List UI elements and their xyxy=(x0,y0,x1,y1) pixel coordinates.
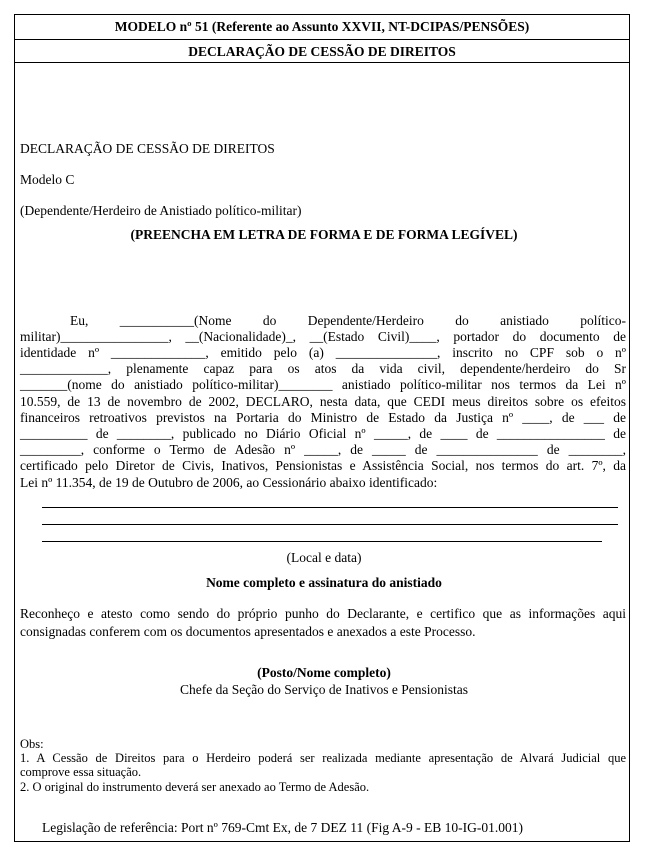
body-line: financeiros retroativos previstos na Portaria do Ministro de Estado da Justiça nº ____, de ___ de xyxy=(20,410,626,425)
body-line: certificado pelo Diretor de Civis, Inativos, Pensionistas e Assistência Social, nos termos do art. 7º, da xyxy=(20,458,626,473)
officer-name: (Posto/Nome completo) xyxy=(257,665,391,680)
body-line: Eu, ___________(Nome do Dependente/Herdeiro do anistiado político- xyxy=(70,313,626,328)
declaration-title: DECLARAÇÃO DE CESSÃO DE DIREITOS xyxy=(20,141,275,156)
officer-role: Chefe da Seção do Serviço de Inativos e Pensionistas xyxy=(180,682,468,697)
body-line: _____________, plenamente capaz para os atos da vida civil, dependente/herdeiro do Sr xyxy=(20,361,626,376)
fill-instruction: (PREENCHA EM LETRA DE FORMA E DE FORMA LEGÍVEL) xyxy=(130,227,518,242)
body-line: Lei nº 11.354, de 19 de Outubro de 2006, ao Cessionário abaixo identificado: xyxy=(20,475,438,490)
body-line: _______(nome do anistiado político-militar)________ anistiado político-militar nos termos da Lei nº xyxy=(20,377,626,392)
note-item: comprove essa situação. xyxy=(20,765,142,779)
signature-name-label: Nome completo e assinatura do anistiado xyxy=(206,575,442,590)
cessionary-line xyxy=(42,524,618,525)
note-item: 2. O original do instrumento deverá ser anexado ao Termo de Adesão. xyxy=(20,780,370,794)
place-date: (Local e data) xyxy=(286,550,362,565)
cessionary-line xyxy=(42,507,618,508)
attestation-line: Reconheço e atesto como sendo do próprio punho do Declarante, e certifico que as informações aqui xyxy=(20,606,626,621)
document-title: DECLARAÇÃO DE CESSÃO DE DIREITOS xyxy=(15,39,629,63)
body-line: militar)________________, __(Nacionalidade)_, __(Estado Civil)____, portador do documento de xyxy=(20,329,626,344)
notes-label: Obs: xyxy=(20,737,44,751)
body-line: _________, conforme o Termo de Adesão nº _____, de _____ de _______________ de ________, xyxy=(20,442,626,457)
note-item: 1. A Cessão de Direitos para o Herdeiro poderá ser realizada mediante apresentação de Alvará Judicial que xyxy=(20,751,626,765)
subtitle: (Dependente/Herdeiro de Anistiado político-militar) xyxy=(20,203,302,218)
body-line: __________ de ________, publicado no Diário Oficial nº _____, de ____ de ________________ de xyxy=(20,426,626,441)
cessionary-line xyxy=(42,541,602,542)
body-line: identidade nº ______________, emitido pelo (a) _______________, inscrito no CPF sob o nº xyxy=(20,345,626,360)
legal-reference: Legislação de referência: Port nº 769-Cmt Ex, de 7 DEZ 11 (Fig A-9 - EB 10-IG-01.001) xyxy=(42,820,523,835)
model-header: MODELO nº 51 (Referente ao Assunto XXVII, NT-DCIPAS/PENSÕES) xyxy=(114,19,530,34)
body-line: 10.559, de 13 de novembro de 2002, DECLARO, nesta data, que CEDI meus direitos sobre os efeitos xyxy=(20,394,626,409)
model-label: Modelo C xyxy=(20,172,75,187)
attestation-line: consignadas conferem com os documentos apresentados e anexados a este Processo. xyxy=(20,624,476,639)
